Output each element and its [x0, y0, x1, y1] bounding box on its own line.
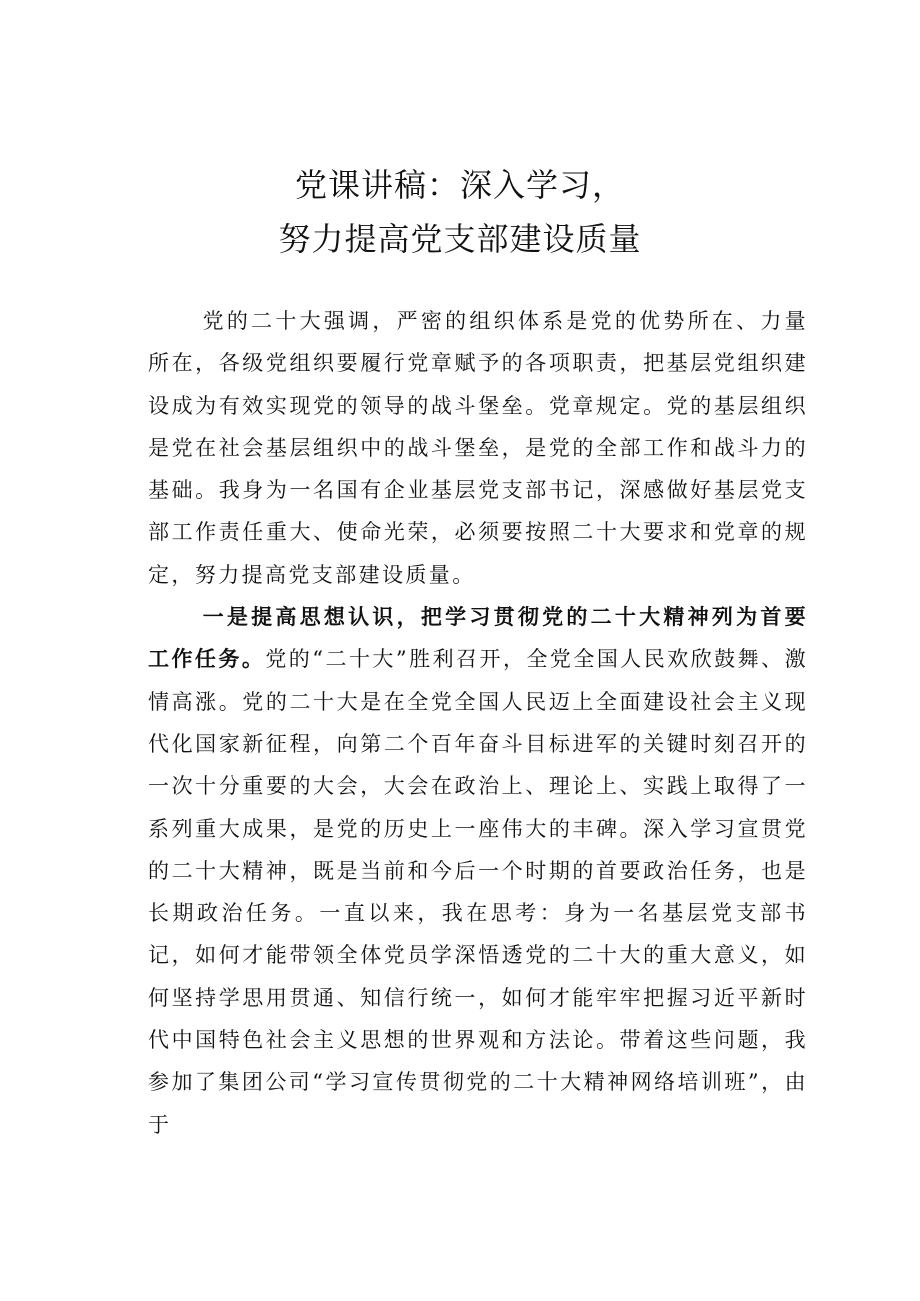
paragraph-2	[148, 596, 808, 1146]
paragraph-lead: 一是提高思想认识，把学习贯彻党的二十大精神列为首要工作任务。	[148, 604, 808, 672]
document-title	[0, 158, 920, 266]
paragraph-1	[148, 300, 808, 596]
paragraph-text: 党的二十大强调，严密的组织体系是党的优势所在、力量所在，各级党组织要履行党章赋予的各项职责，把基层党组织建设成为有效实现党的领导的战斗堡垒。党章规定。党的基层组织是党在社会基层组织中的战斗堡垒，是党的全部工作和战斗力的基础。我身为一名国有企业基层党支部书记，深感做好基层党支部工作责任重大、使命光荣，必须要按照二十大要求和党章的规定，努力提高党支部建设质量。	[148, 309, 808, 587]
document-body	[148, 300, 808, 1146]
title-line-2: 努力提高党支部建设质量	[278, 220, 642, 258]
paragraph-text: 党的“二十大”胜利召开，全党全国人民欢欣鼓舞、激情高涨。党的二十大是在全党全国人民迈上全面建设社会主义现代化国家新征程，向第二个百年奋斗目标进军的关键时刻召开的一次十分重要的大会，大会在政治上、理论上、实践上取得了一系列重大成果，是党的历史上一座伟大的丰碑。深入学习宣贯党的二十大精神，既是当前和今后一个时期的首要政治任务，也是长期政治任务。一直以来，我在思考：身为一名基层党支部书记，如何才能带领全体党员学深悟透党的二十大的重大意义，如何坚持学思用贯通、知信行统一，如何才能牢牢把握习近平新时代中国特色社会主义思想的世界观和方法论。带着这些问题，我参加了集团公司“学习宣传贯彻党的二十大精神网络培训班”，由于	[148, 647, 808, 1137]
title-line-1: 党课讲稿：深入学习，	[294, 166, 625, 204]
